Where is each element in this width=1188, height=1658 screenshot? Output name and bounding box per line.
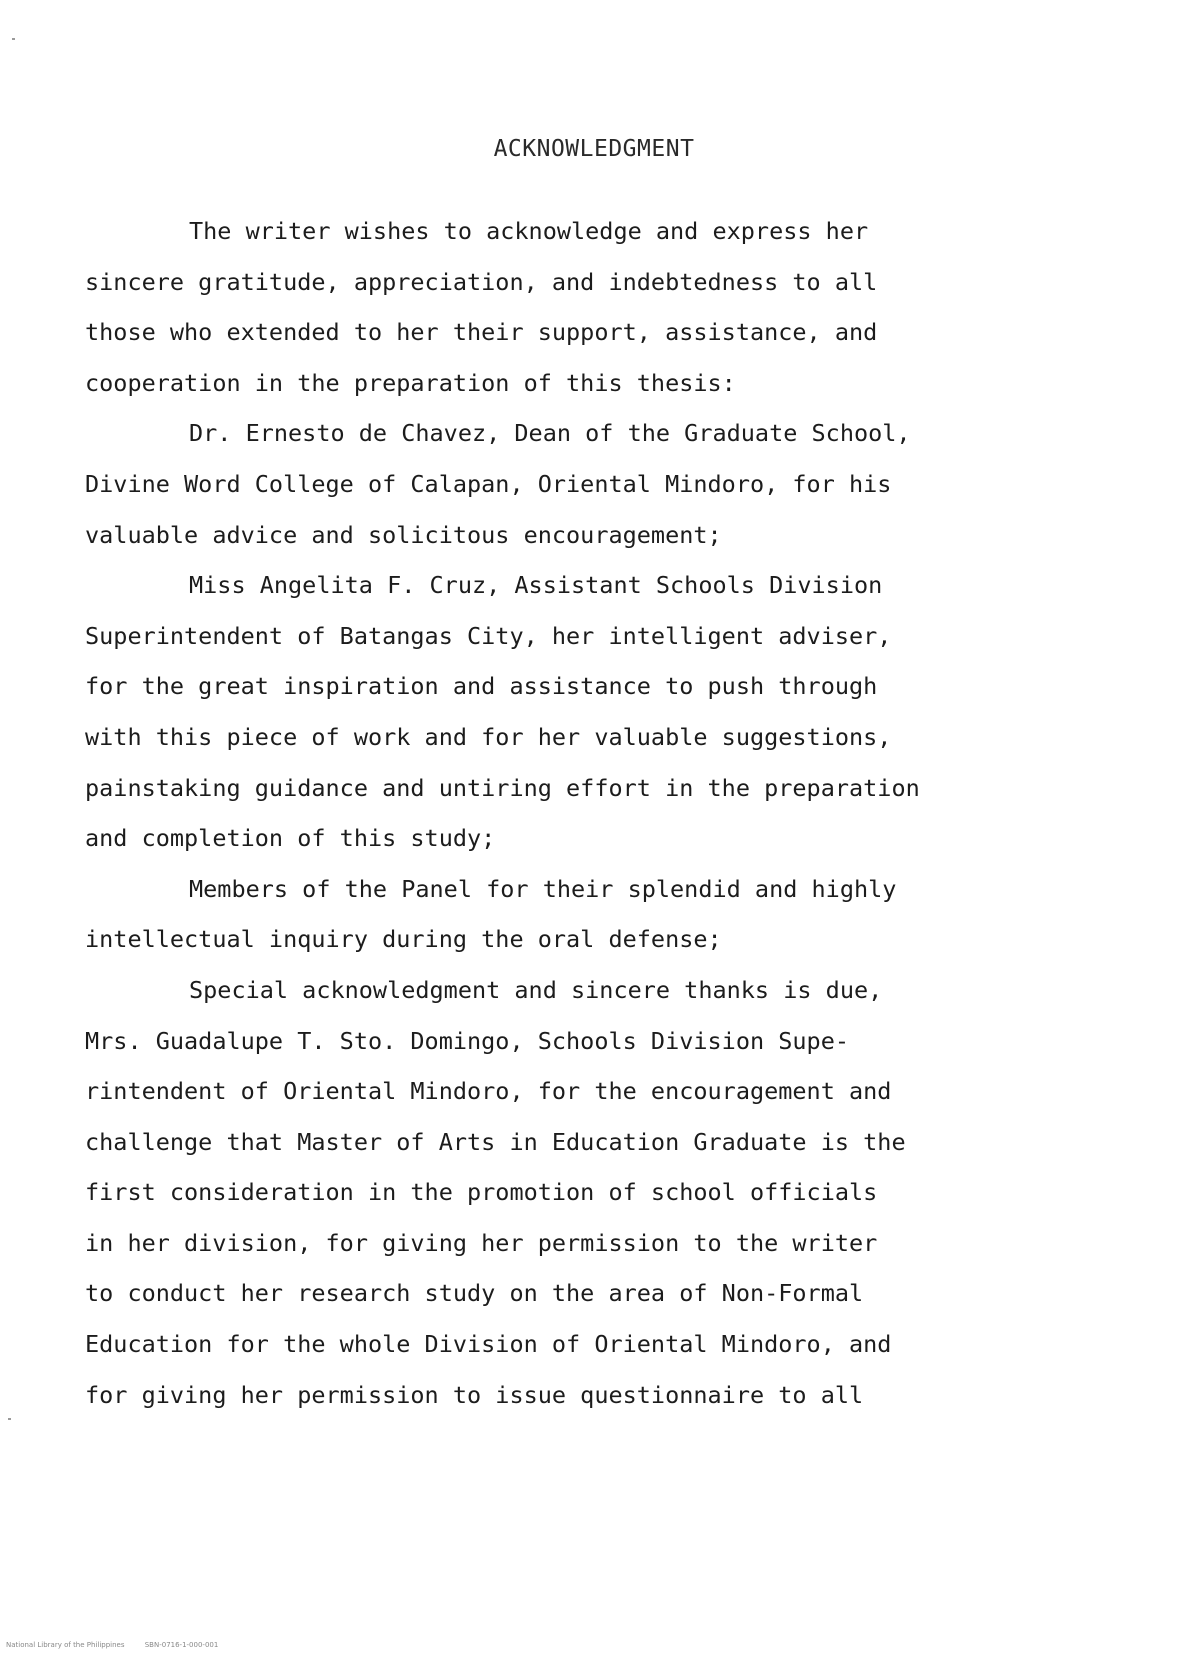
text-line: those who extended to her their support, assistance, and xyxy=(85,318,878,347)
text-line: Divine Word College of Calapan, Oriental Mindoro, for his xyxy=(85,469,892,498)
text-line: Miss Angelita F. Cruz, Assistant Schools Division xyxy=(189,571,883,600)
scan-footer xyxy=(6,1641,236,1649)
text-line: and completion of this study; xyxy=(85,824,496,853)
scan-speck xyxy=(8,1418,11,1420)
text-line: Superintendent of Batangas City, her intelligent adviser, xyxy=(85,621,892,650)
text-line: rintendent of Oriental Mindoro, for the encouragement and xyxy=(85,1077,892,1106)
text-line: Mrs. Guadalupe T. Sto. Domingo, Schools Division Supe- xyxy=(85,1026,850,1055)
text-line: Special acknowledgment and sincere thanks is due, xyxy=(189,975,883,1004)
scan-speck xyxy=(12,38,15,40)
text-line: for the great inspiration and assistance to push through xyxy=(85,672,878,701)
text-line: with this piece of work and for her valuable suggestions, xyxy=(85,722,892,751)
text-line: sincere gratitude, appreciation, and indebtedness to all xyxy=(85,267,878,296)
acknowledgment-body xyxy=(85,206,1045,1420)
text-line: to conduct her research study on the area of Non-Formal xyxy=(85,1279,864,1308)
text-line: intellectual inquiry during the oral defense; xyxy=(85,925,722,954)
text-line: cooperation in the preparation of this thesis: xyxy=(85,368,736,397)
text-line: first consideration in the promotion of school officials xyxy=(85,1178,878,1207)
text-line: valuable advice and solicitous encouragement; xyxy=(85,520,722,549)
text-line: Education for the whole Division of Oriental Mindoro, and xyxy=(85,1330,892,1359)
text-line: in her division, for giving her permission to the writer xyxy=(85,1228,878,1257)
footer-code: SBN-0716-1-000-001 xyxy=(144,1641,219,1649)
page-title: ACKNOWLEDGMENT xyxy=(493,136,695,162)
text-line: challenge that Master of Arts in Education Graduate is the xyxy=(85,1127,906,1156)
text-line: Members of the Panel for their splendid and highly xyxy=(189,874,897,903)
text-line: painstaking guidance and untiring effort in the preparation xyxy=(85,773,920,802)
text-line: The writer wishes to acknowledge and express her xyxy=(189,217,869,245)
text-line: for giving her permission to issue questionnaire to all xyxy=(85,1380,864,1409)
footer-source: National Library of the Philippines xyxy=(6,1641,125,1649)
text-line: Dr. Ernesto de Chavez, Dean of the Graduate School, xyxy=(189,419,911,448)
